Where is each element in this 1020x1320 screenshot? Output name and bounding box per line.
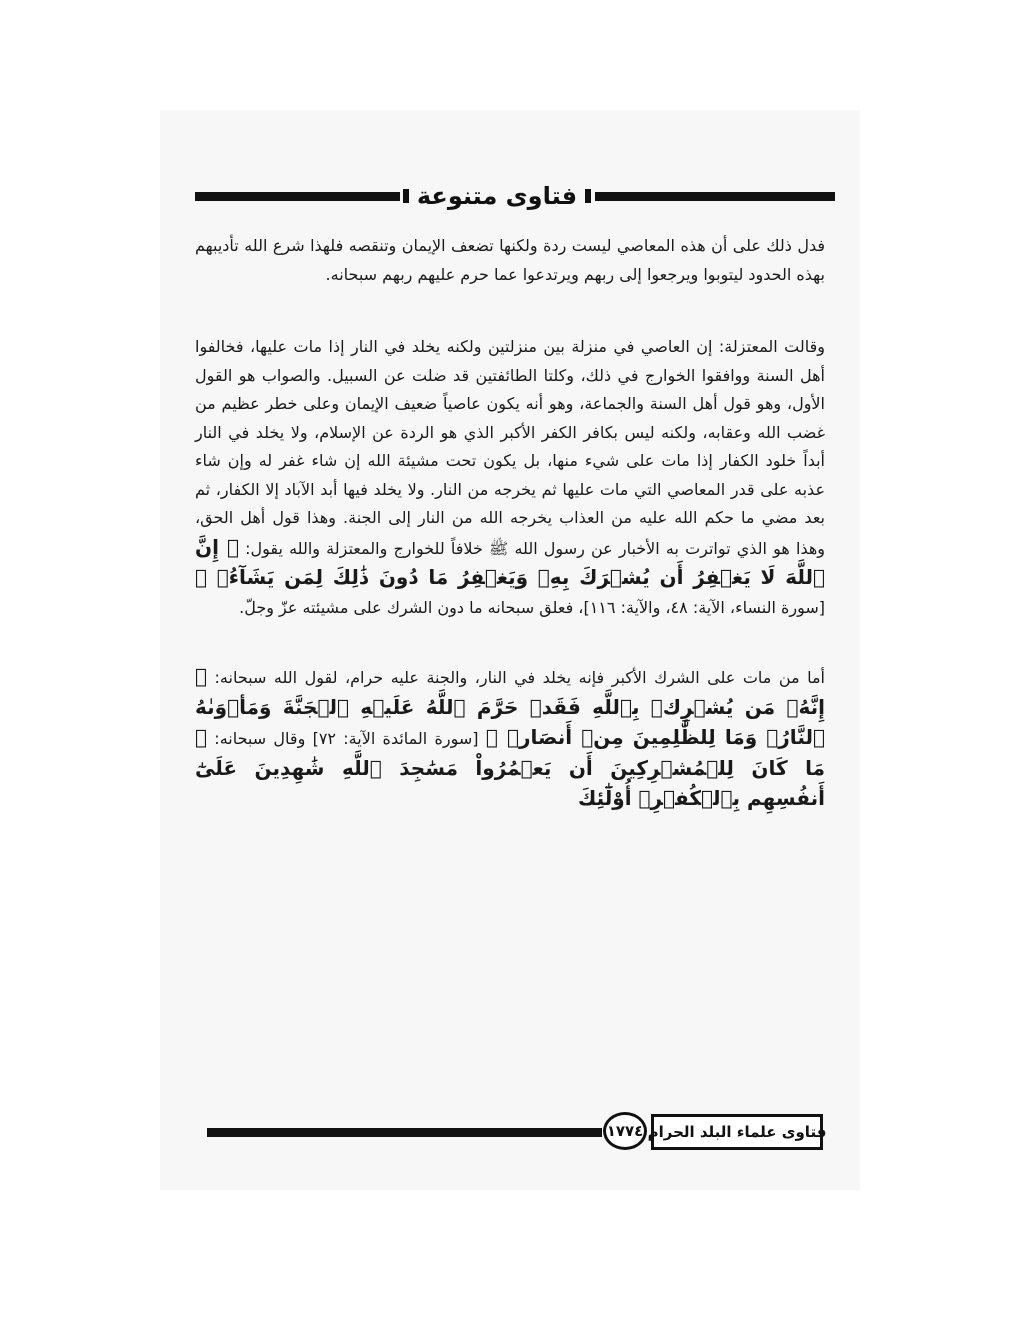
page-title: فتاوى متنوعة — [416, 182, 578, 210]
quran-verse-2: ﴿ إِنَّهُۥ مَن يُشۡرِكۡ بِٱللَّهِ فَقَدۡ حَرَّمَ ٱللَّهُ عَلَيۡهِ ٱلۡجَنَّةَ وَمَأۡوَىٰهُ ٱلنَّارُۖ وَمَا لِلظَّٰلِمِينَ مِنۡ أَنصَارٖ ﴾ — [195, 664, 825, 749]
paragraph-3-intro: أما من مات على الشرك الأكبر فإنه يخلد في النار، والجنة عليه حرام، لقول الله سبحانه: — [214, 668, 825, 687]
square-ornament-icon — [403, 189, 409, 203]
body-text — [195, 232, 825, 815]
page-footer — [195, 1110, 835, 1154]
paragraph-2-reference: [سورة النساء، الآية: ٤٨، والآية: ١١٦]، فعلق سبحانه ما دون الشرك على مشيئته عزّ وجلّ. — [239, 597, 825, 617]
book-title: فتاوى علماء البلد الحرام — [651, 1114, 823, 1150]
header-rule-left — [195, 192, 400, 201]
quran-verse-3: ﴿ مَا كَانَ لِلۡمُشۡرِكِينَ أَن يَعۡمُرُواْ مَسَٰجِدَ ٱللَّهِ شَٰهِدِينَ عَلَىٰٓ أَنفُسِهِم بِٱلۡكُفۡرِۚ أُوْلَٰٓئِكَ — [195, 725, 825, 810]
paragraph-2-text: وقالت المعتزلة: إن العاصي في منزلة بين منزلتين ولكنه يخلد في النار إذا مات عليها، فخالفوا أهل السنة ووافقوا الخوارج في ذلك، وكلتا الطائفتين قد ضلت عن السبيل. والصواب هو القول الأول، وهو قول أهل السنة والجماعة، وهو أنه يكون عاصياً ضعيف الإيمان وعلى خطر عظيم من غضب الله وعقابه، ولكنه ليس بكافر الكفر الأكبر الذي هو الردة عن الإسلام، ولا يخلد في النار أبداً خلود الكفار إذا مات على شيء منها، بل يكون تحت مشيئة الله إن شاء غفر له وإن شاء عذبه على قدر المعاصي التي مات عليها ثم يخرجه من النار. ولا يخلد فيها أبد الآباد إلا الكفار، ثم بعد مضي ما حكم الله عليه من العذاب يخرجه الله من النار إلى الجنة. وهذا قول أهل الحق، وهذا هو الذي تواترت به الأخبار عن رسول الله ﷺ خلافاً للخوارج والمعتزلة والله يقول: — [195, 337, 826, 558]
paragraph-3 — [195, 662, 825, 815]
page-header — [195, 176, 835, 216]
header-title-group — [407, 176, 587, 216]
page-number: ١٧٧٤ — [603, 1112, 647, 1150]
paragraph-1: فدل ذلك على أن هذه المعاصي ليست ردة ولكنها تضعف الإيمان وتنقصه فلهذا شرع الله تأديبهم بهذه الحدود ليتوبوا ويرجعوا إلى ربهم ويرتدعوا عما حرم عليهم ربهم سبحانه. — [195, 236, 825, 284]
paragraph-2 — [195, 333, 825, 622]
footer-rule — [207, 1128, 602, 1137]
quran-verse-1: ﴿ إِنَّ ٱللَّهَ لَا يَغۡفِرُ أَن يُشۡرَكَ بِهِۦ وَيَغۡفِرُ مَا دُونَ ذَٰلِكَ لِمَن يَشَآءُۚ ﴾ — [195, 534, 825, 589]
square-ornament-icon — [585, 189, 591, 203]
paragraph-3-reference: [سورة المائدة الآية: ٧٢] وقال سبحانه: — [214, 729, 479, 748]
header-rule-right — [595, 192, 835, 201]
